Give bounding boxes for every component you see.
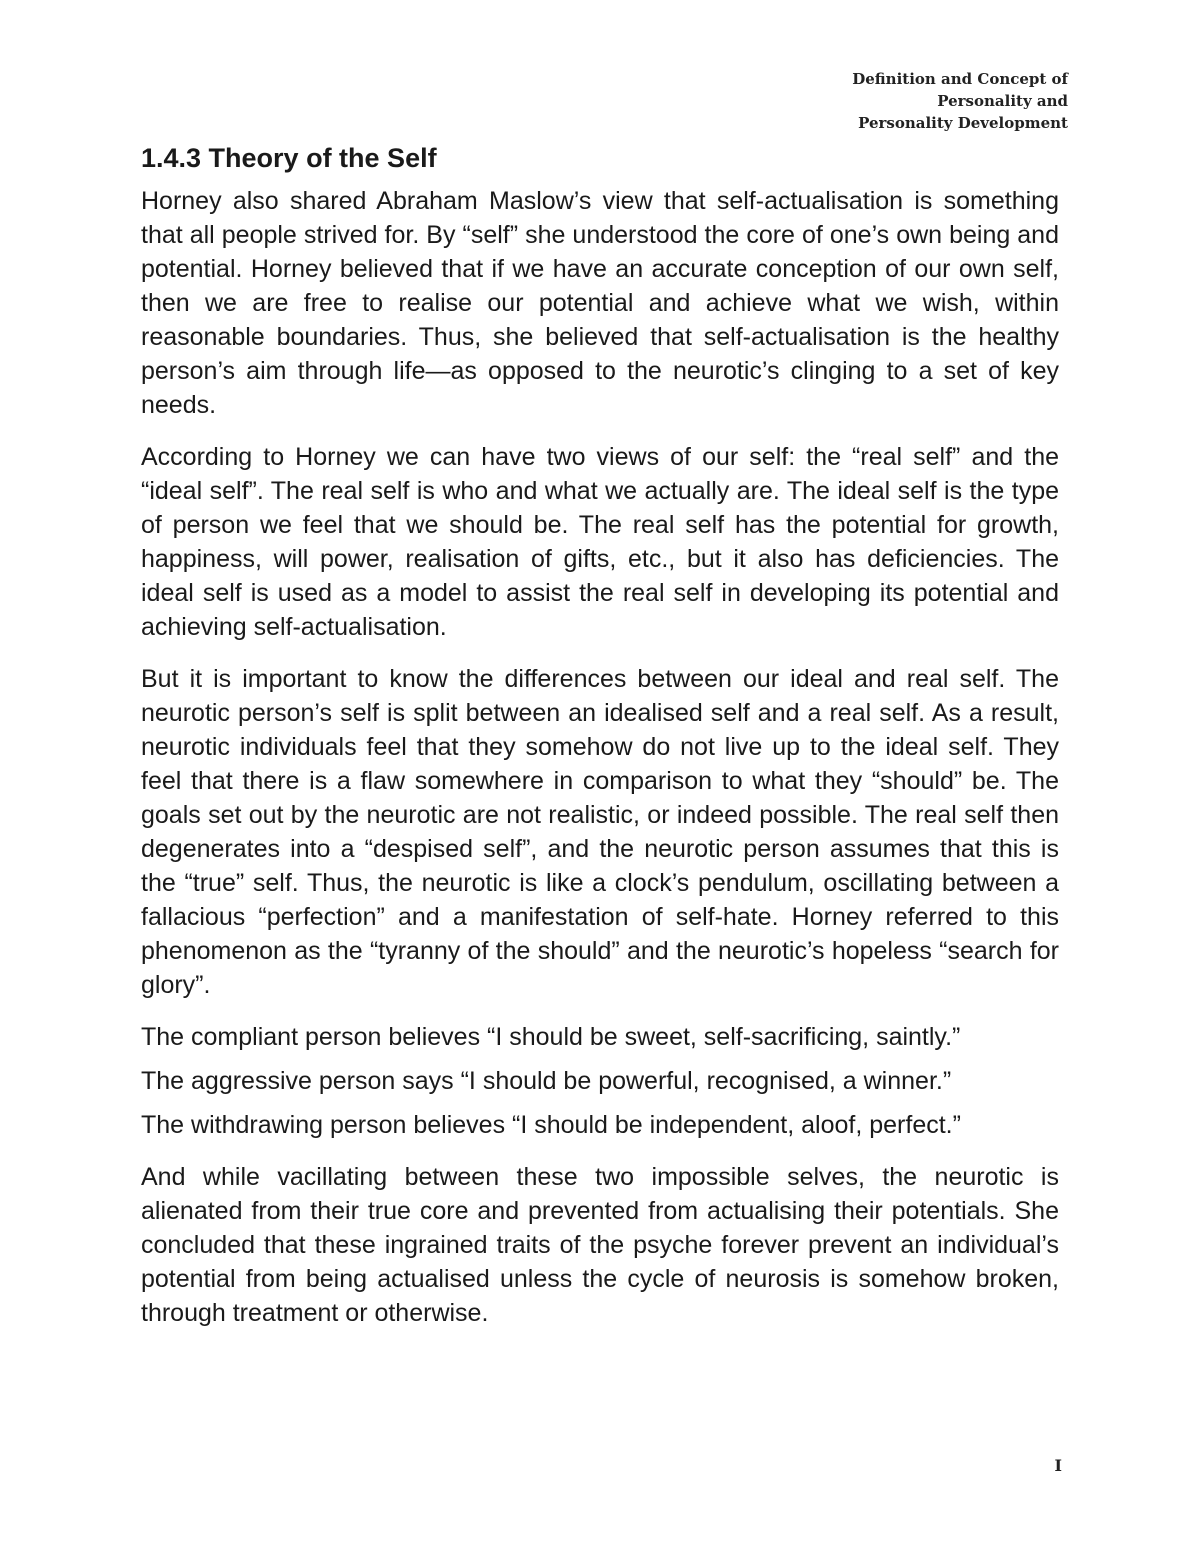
page-number: I <box>1054 1456 1062 1475</box>
paragraph-real-ideal-self: According to Horney we can have two views of our self: the “real self” and the “ideal self”. The real self is who and what we actually are. The ideal self is the type of person we feel that we should be. The real self has the potential for growth, happiness, will power, realisation of gifts, etc., but it also has deficiencies. The ideal self is used as a model to assist the real self in developing its potential and achieving self-actualisation. <box>141 443 1059 641</box>
running-head-line-3: Personality Development <box>858 114 1068 132</box>
paragraph-neurotic-split: But it is important to know the differences between our ideal and real self. The neurotic person’s self is split between an idealised self and a real self. As a result, neurotic individuals feel that they somehow do not live up to the ideal self. They feel that there is a flaw somewhere in comparison to what they “should” be. The goals set out by the neurotic are not realistic, or indeed possible. The real self then degenerates into a “despised self”, and the neurotic person assumes that this is the “true” self. Thus, the neurotic is like a clock’s pendulum, oscillating between a fallacious “perfection” and a manifestation of self-hate. Horney referred to this phenomenon as the “tyranny of the should” and the neurotic’s hopeless “search for glory”. <box>141 665 1059 999</box>
running-head-line-2: Personality and <box>937 92 1068 110</box>
statement-withdrawing: The withdrawing person believes “I should be independent, aloof, perfect.” <box>141 1111 961 1139</box>
statement-aggressive: The aggressive person says “I should be powerful, recognised, a winner.” <box>141 1067 952 1095</box>
statement-compliant: The compliant person believes “I should be sweet, self-sacrificing, saintly.” <box>141 1023 961 1051</box>
paragraph-conclusion: And while vacillating between these two impossible selves, the neurotic is alienated from their true core and prevented from actualising their potentials. She concluded that these ingrained traits of the psyche forever prevent an individual’s potential from being actualised unless the cycle of neurosis is somehow broken, through treatment or otherwise. <box>141 1163 1059 1327</box>
paragraph-self-actualisation: Horney also shared Abraham Maslow’s view that self-actualisation is something that all people strived for. By “self” she understood the core of one’s own being and potential. Horney believed that if we have an accurate conception of our own self, then we are free to realise our potential and achieve what we wish, within reasonable boundaries. Thus, she believed that self-actualisation is the healthy person’s aim through life—as opposed to the neurotic’s clinging to a set of key needs. <box>141 187 1059 419</box>
running-head-line-1: Definition and Concept of <box>852 70 1068 88</box>
running-head <box>648 68 1068 134</box>
body-text <box>141 184 1059 1348</box>
section-heading: 1.4.3 Theory of the Self <box>141 143 437 173</box>
